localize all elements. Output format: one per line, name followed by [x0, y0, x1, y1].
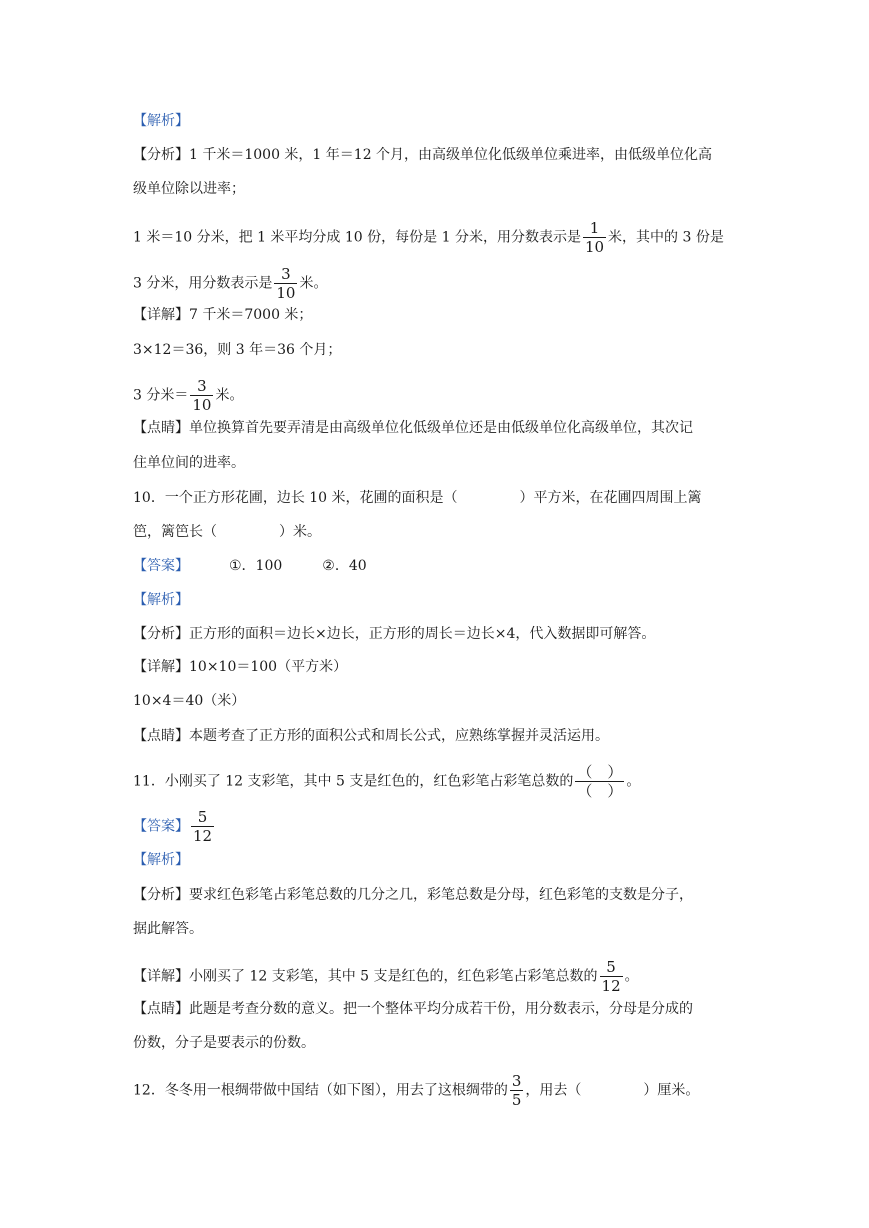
- note-text-line: 【点睛】本题考查了正方形的面积公式和周长公式，应熟练掌握并灵活运用。: [133, 728, 609, 744]
- analysis-text-line: 【分析】1 千米＝1000 米，1 年＝12 个月，由高级单位化低级单位乘进率，由低级单位化高: [133, 147, 713, 163]
- question-11-line: 11．小刚买了 12 支彩笔，其中 5 支是红色的，红色彩笔占彩笔总数的 $\frac{( )}{( )}$ 。: [133, 763, 641, 800]
- answer-label: 【答案】: [133, 818, 189, 835]
- analysis-text-line: 据此解答。: [133, 921, 203, 937]
- detail-text-line: 【详解】7 千米＝7000 米；: [133, 307, 313, 323]
- blank-fraction: $\frac{( )}{( )}$: [577, 763, 623, 800]
- analysis-heading: 【解析】: [133, 592, 189, 608]
- answer-fraction: $\frac{5}{12}$: [193, 808, 213, 845]
- question-10-line: 10．一个正方形花圃，边长 10 米，花圃的面积是（ ）平方米，在花圃四周围上篱: [133, 490, 702, 506]
- note-text-line: 【点睛】此题是考查分数的意义。把一个整体平均分成若干份，用分数表示，分母是分成的: [133, 1001, 693, 1017]
- fraction: $\frac{1}{10}$: [584, 219, 605, 256]
- detail-text-line: 3 分米＝ $\frac{3}{10}$ 米。: [133, 377, 244, 414]
- analysis-text-line: 级单位除以进率；: [133, 181, 245, 197]
- fraction: $\frac{5}{12}$: [601, 958, 621, 995]
- fraction: $\frac{3}{5}$: [511, 1072, 522, 1109]
- answer-line: 【答案】 ①．100 ②．40: [133, 558, 367, 574]
- detail-text-line: 3×12＝36，则 3 年＝36 个月；: [133, 342, 342, 358]
- analysis-heading: 【解析】: [133, 852, 189, 868]
- analysis-text-line: 【分析】正方形的面积＝边长×边长，正方形的周长＝边长×4，代入数据即可解答。: [133, 626, 656, 642]
- note-text-line: 住单位间的进率。: [133, 455, 245, 471]
- analysis-text-line: 1 米＝10 分米，把 1 米平均分成 10 份，每份是 1 分米，用分数表示是 $\frac{1}{10}$ 米，其中的 3 份是: [133, 219, 724, 256]
- note-text-line: 【点睛】单位换算首先要弄清是由高级单位化低级单位还是由低级单位化高级单位，其次记: [133, 420, 693, 436]
- fraction: $\frac{3}{10}$: [192, 377, 212, 414]
- note-text-line: 份数，分子是要表示的份数。: [133, 1035, 315, 1051]
- question-10-line: 笆，篱笆长（ ）米。: [133, 524, 321, 540]
- answer-label: 【答案】: [133, 558, 189, 574]
- fraction: $\frac{3}{10}$: [276, 265, 296, 302]
- analysis-text-line: 【分析】要求红色彩笔占彩笔总数的几分之几，彩笔总数是分母，红色彩笔的支数是分子，: [133, 887, 693, 903]
- analysis-heading: 【解析】: [133, 113, 189, 129]
- detail-text-line: 【详解】10×10＝100（平方米）: [133, 659, 348, 675]
- analysis-text-line: 3 分米，用分数表示是 $\frac{3}{10}$ 米。: [133, 265, 328, 302]
- answer-line: [133, 808, 216, 845]
- detail-text-line: 【详解】小刚买了 12 支彩笔，其中 5 支是红色的，红色彩笔占彩笔总数的 $\frac{5}{12}$ 。: [133, 958, 639, 995]
- question-12-line: 12．冬冬用一根绸带做中国结（如下图），用去了这根绸带的 $\frac{3}{5}$ ，用去（ ）厘米。: [133, 1072, 700, 1109]
- detail-text-line: 10×4＝40（米）: [133, 693, 246, 709]
